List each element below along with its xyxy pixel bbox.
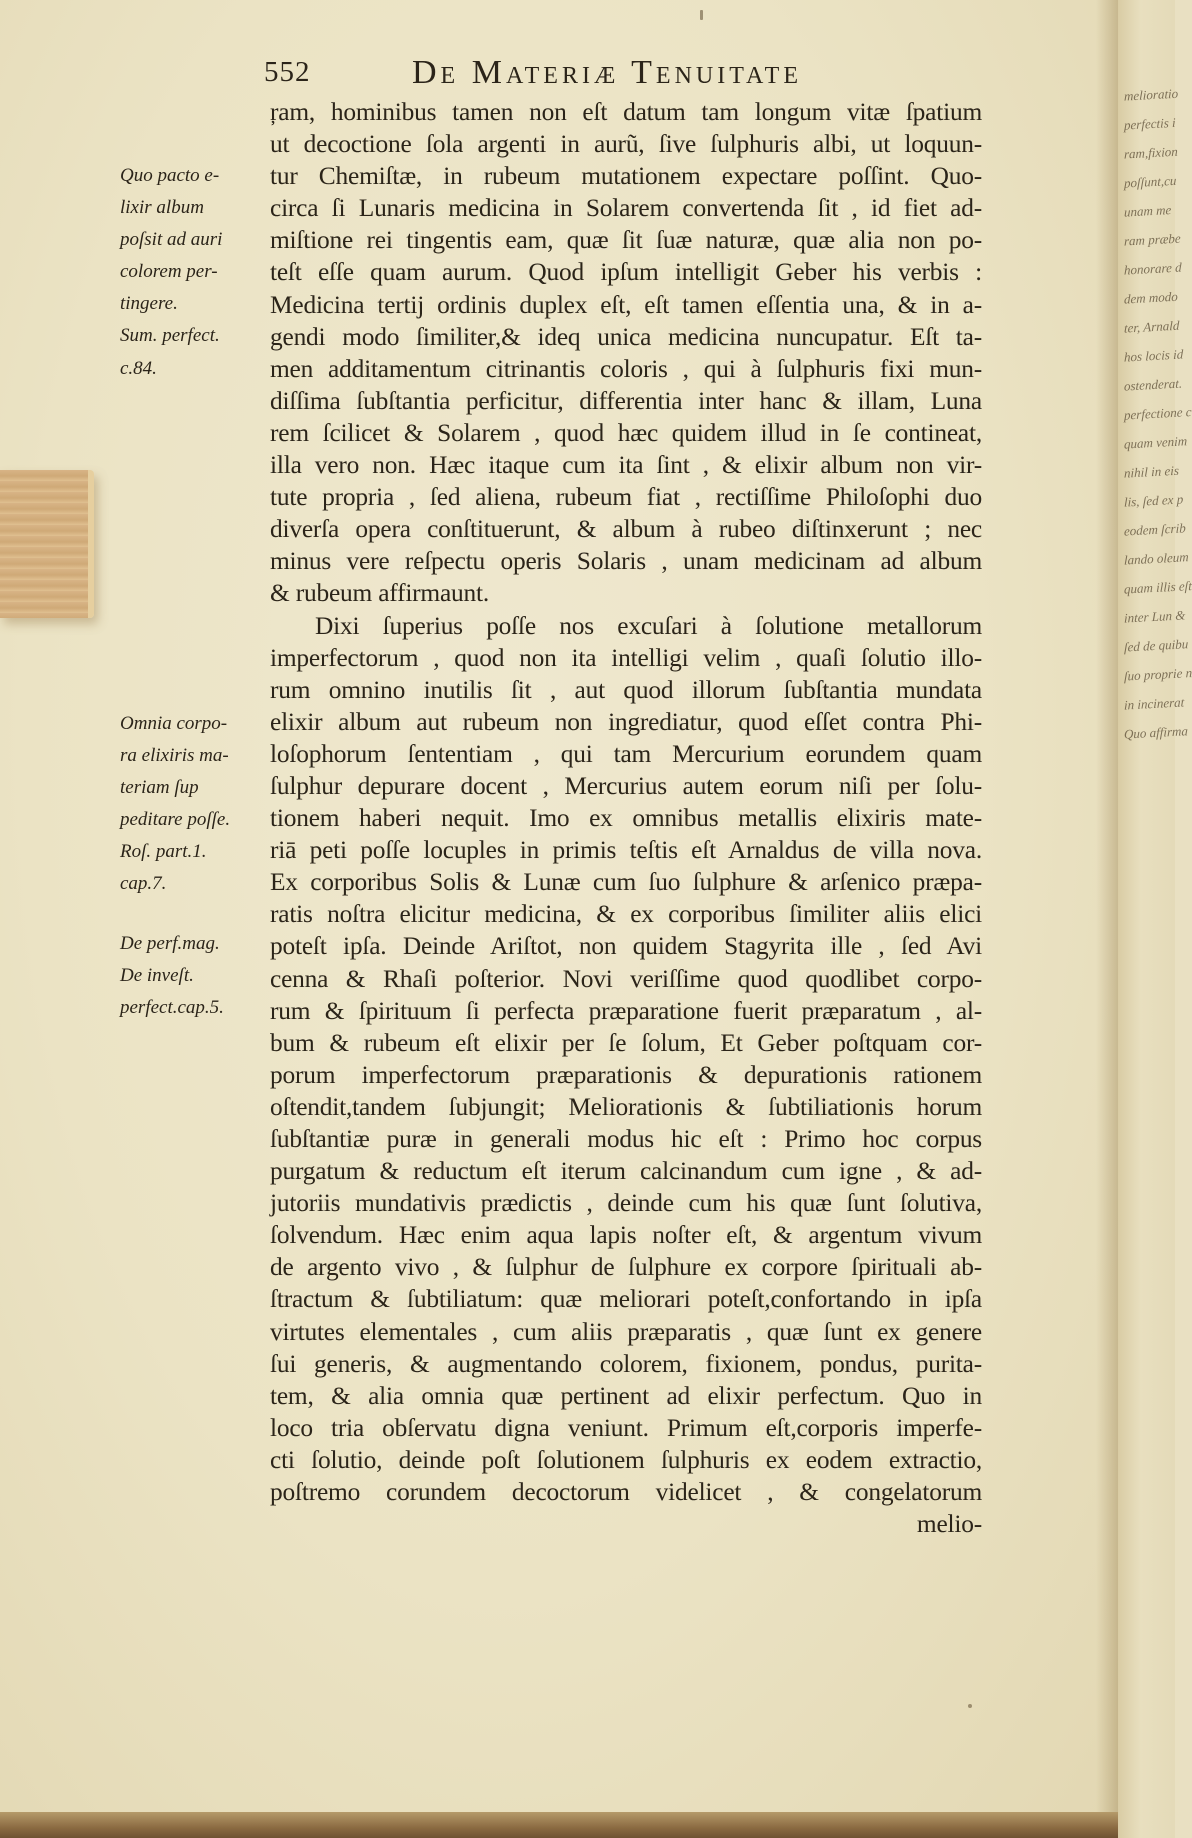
facing-line: inter Lun &: [1124, 607, 1186, 626]
text-line: poteſt ipſa. Deinde Ariſtot, non quidem Stagyrita ille , ſed Avi: [270, 932, 982, 961]
paragraph-start-line: Dixi ſuperius poſſe nos excuſari à ſolutione metallorum: [315, 611, 982, 640]
text-line: diverſa opera conſtituerunt, & album à rubeo diſtinxerunt ; nec: [270, 515, 982, 544]
text-line: minus vere reſpectu operis Solaris , unam medicinam ad album: [270, 547, 982, 576]
page-header: [264, 56, 964, 100]
margin-note-line: perfect.cap.5.: [120, 997, 224, 1019]
text-line: teſt eſſe quam aurum. Quod ipſum intelligit Geber his verbis :: [270, 258, 982, 287]
margin-note-line: teriam ſup: [120, 777, 199, 799]
facing-line: unam me: [1124, 202, 1172, 220]
body-text: [270, 96, 982, 1540]
text-line: elixir album aut rubeum non ingrediatur, quod eſſet contra Phi-: [270, 707, 982, 736]
facing-line: ter, Arnald: [1124, 317, 1180, 336]
text-line: jutoriis mundativis prædictis , deinde cum his quæ ſunt ſolutiva,: [270, 1189, 982, 1218]
margin-note-3: [120, 928, 270, 1024]
bookmark-ribbon: [0, 470, 94, 618]
facing-line: dem modo: [1124, 288, 1178, 307]
text-line: rum omnino inutilis ſit , aut quod illorum ſubſtantia mundata: [270, 675, 982, 704]
facing-line: perfectione c: [1124, 404, 1192, 423]
facing-line: lis, ſed ex p: [1124, 491, 1184, 510]
text-line: purgatum & reductum eſt iterum calcinandum cum igne , & ad-: [270, 1157, 982, 1186]
text-line: loſophorum ſententiam , qui tam Mercurium eorundem quam: [270, 739, 982, 768]
text-line: tem, & alia omnia quæ pertinent ad elixir perfectum. Quo in: [270, 1381, 982, 1410]
text-line: de argento vivo , & ſulphur de ſulphure ex corpore ſpirituali ab-: [270, 1253, 982, 1282]
text-line: rem ſcilicet & Solarem , quod hæc quidem illud in ſe contineat,: [270, 418, 982, 447]
text-line: circa ſi Lunaris medicina in Solarem convertenda ſit , id fiet ad-: [270, 194, 982, 223]
facing-line: hos locis id: [1124, 346, 1184, 365]
text-line: bum & rubeum eſt elixir per ſe ſolum, Et Geber poſtquam cor-: [270, 1028, 982, 1057]
text-line: poſtremo corundem decoctorum videlicet , & congelatorum: [270, 1478, 982, 1507]
text-line: oſtendit,tandem ſubjungit; Meliorationis & ſubtiliationis horum: [270, 1092, 982, 1121]
text-line: ut decoctione ſola argenti in aurũ, ſive ſulphuris albi, ut loquun-: [270, 130, 982, 159]
text-line: ſui generis, & augmentando colorem, fixionem, pondus, purita-: [270, 1349, 982, 1378]
facing-line: ram,fixion: [1124, 143, 1178, 162]
facing-line: ram præbe: [1124, 230, 1181, 249]
text-line: porum imperfectorum præparationis & depurationis rationem: [270, 1060, 982, 1089]
facing-page-text: [1124, 78, 1192, 748]
facing-line: quam illis eſt: [1124, 578, 1192, 597]
text-line: ſtractum & ſubtiliatum: quæ meliorari poteſt,confortando in ipſa: [270, 1285, 982, 1314]
margin-note-line: c.84.: [120, 357, 157, 379]
facing-line: poſſunt,cu: [1124, 172, 1177, 191]
text-line: cenna & Rhaſi poſterior. Novi veriſſime quod quodlibet corpo-: [270, 964, 982, 993]
facing-page-edge: [1118, 0, 1192, 1838]
text-line: ratis noſtra elicitur medicina, & ex corporibus ſimiliter aliis elici: [270, 900, 982, 929]
margin-note-line: Omnia corpo-: [120, 713, 228, 734]
text-line: miſtione rei tingentis eam, quæ ſit ſuæ naturæ, quæ alia non po-: [270, 226, 982, 255]
facing-line: perfectis i: [1124, 114, 1176, 133]
facing-line: ostenderat.: [1124, 375, 1183, 394]
running-title: De Materiæ Tenuitate: [412, 54, 802, 91]
text-line: ſulphur depurare docent , Mercurius autem eorum niſi per ſolu-: [270, 771, 982, 800]
margin-note-line: De perf.mag.: [120, 933, 220, 954]
margin-note-2: [120, 708, 270, 901]
text-line: Ex corporibus Solis & Lunæ cum ſuo ſulphure & arſenico præpa-: [270, 868, 982, 897]
margin-note-line: Roſ. part.1.: [120, 841, 207, 863]
facing-line: in incinerat: [1124, 694, 1185, 713]
text-line: riā peti poſſe locuples in primis teſtis eſt Arnaldus de villa nova.: [270, 836, 982, 865]
margin-note-1: [120, 160, 270, 385]
margin-note-line: poſsit ad auri: [120, 229, 223, 251]
text-line: gendi modo ſimiliter,& ideq unica medicina nuncupatur. Eſt ta-: [270, 322, 982, 351]
text-line: tur Chemiſtæ, in rubeum mutationem expectare poſſint. Quo-: [270, 162, 982, 191]
text-line: ſolvendum. Hæc enim aqua lapis noſter eſt, & argentum vivum: [270, 1221, 982, 1250]
facing-line: Quo affirma: [1124, 723, 1188, 742]
catchword: melio-: [916, 1510, 982, 1539]
margin-note-line: lixir album: [120, 197, 204, 219]
margin-note-line: Quo pacto e-: [120, 165, 220, 186]
facing-line: melioratio: [1124, 85, 1179, 104]
paper-mark: [700, 10, 703, 20]
text-line: imperfectorum , quod non ita intelligi velim , quaſi ſolutio illo-: [270, 643, 982, 672]
facing-line: ſuo proprie n: [1124, 665, 1192, 684]
text-line: ſubſtantiæ puræ in generali modus hic eſt : Primo hoc corpus: [270, 1125, 982, 1153]
text-line: illa vero non. Hæc itaque cum ita ſint , & elixir album non vir-: [270, 451, 982, 480]
margin-note-line: De inveſt.: [120, 965, 194, 987]
margin-note-line: cap.7.: [120, 873, 167, 895]
margin-note-line: Sum. perfect.: [120, 325, 220, 347]
facing-line: nihil in eis: [1124, 462, 1179, 481]
text-line: Medicina tertij ordinis duplex eſt, eſt tamen eſſentia una, & in a-: [270, 290, 982, 319]
margin-note-line: ra elixiris ma-: [120, 745, 229, 767]
text-line: rum & ſpirituum ſi perfecta præparatione fuerit præparatum , al-: [270, 996, 982, 1025]
text-line: men additamentum citrinantis coloris , qui à ſulphuris fixi mun-: [270, 354, 982, 383]
page-number: 552: [264, 56, 311, 88]
facing-line: ſed de quibu: [1124, 636, 1189, 655]
text-line: tute propria , ſed aliena, rubeum fiat , rectiſſime Philoſophi duo: [270, 483, 982, 512]
text-line: tionem haberi nequit. Imo ex omnibus metallis elixiris mate-: [270, 804, 982, 833]
facing-line: quam venim: [1124, 433, 1188, 452]
text-line: diſſima ſubſtantia perficitur, differentia inter hanc & illam, Luna: [270, 386, 982, 415]
text-line: loco tria obſervatu digna veniunt. Primum eſt,corporis imperfe-: [270, 1413, 982, 1442]
text-line: & rubeum affirmaunt.: [270, 579, 490, 608]
facing-line: lando oleum: [1124, 549, 1189, 568]
facing-line: honorare d: [1124, 259, 1182, 278]
margin-note-line: tingere.: [120, 293, 178, 315]
facing-line: eodem ſcrib: [1124, 520, 1186, 539]
book-bottom-edge: [0, 1812, 1118, 1838]
paper-speck: [968, 1704, 972, 1708]
text-line: cti ſolutio, deinde poſt ſolutionem ſulphuris ex eodem extractio,: [270, 1445, 982, 1474]
margin-note-line: colorem per-: [120, 261, 218, 283]
text-line: ŗam, hominibus tamen non eſt datum tam longum vitæ ſpatium: [270, 98, 982, 126]
margin-note-line: peditare poſſe.: [120, 809, 231, 831]
text-line: virtutes elementales , cum aliis præparatis , quæ ſunt ex genere: [270, 1317, 982, 1346]
